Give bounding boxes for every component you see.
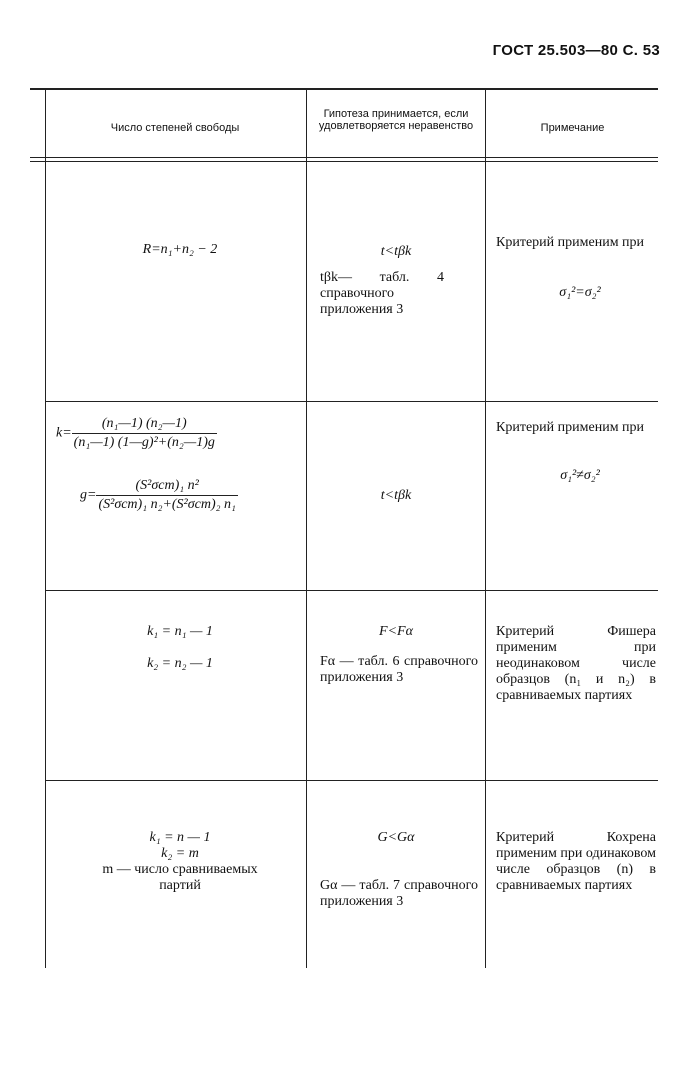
row4-dof-line2: k₂ = m: [161, 846, 199, 861]
row2-note: Критерий применим при: [496, 420, 645, 435]
row2-hypothesis: t<tβk: [380, 488, 412, 503]
row1-hypothesis-note: tβk— табл. 4 справочного приложения 3: [320, 270, 444, 317]
header-bottom-rule-2: [30, 161, 658, 162]
row3-hypothesis-note: Fα — табл. 6 справочного приложения 3: [320, 654, 478, 685]
row2-k-numerator: (n₁—1) (n₂—1): [72, 416, 217, 434]
row1-hypothesis: t<tβk: [380, 244, 412, 259]
row-divider-2: [45, 590, 658, 591]
row-divider-1: [45, 401, 658, 402]
row2-note-formula: σ₁²≠σ₂²: [560, 468, 600, 483]
header-bottom-rule-1: [30, 157, 658, 158]
row4-note: Критерий Кохрена применим при одинаковом числе образцов (n) в сравниваемых партиях: [496, 830, 657, 893]
row2-g-label: g=: [80, 487, 97, 503]
row2-g-denominator: (S²σcт)₁ n₂+(S²σcт)₂ n₁: [98, 497, 236, 512]
row2-k-fraction: [72, 416, 217, 451]
row-divider-3: [45, 780, 658, 781]
column-header-dof: Число степеней свободы: [110, 122, 240, 134]
row2-g-formula: [80, 478, 304, 513]
row4-hypothesis-note: Gα — табл. 7 справочного приложения 3: [320, 878, 478, 909]
row2-g-fraction: [96, 478, 237, 513]
row4-hypothesis: G<Gα: [377, 830, 415, 845]
row2-g-numerator: (S²σcт)₁ n²: [96, 478, 237, 496]
row3-note: Критерий Фишера применим при неодинаковом числе образцов (n₁ и n₂) в сравниваемых партиях: [496, 624, 656, 703]
row2-k-label: k=: [56, 425, 72, 441]
row3-dof-line1: k₁ = n₁ — 1: [147, 624, 213, 639]
row1-note-formula: σ₁²=σ₂²: [559, 285, 601, 300]
row1-dof: R=n₁+n₂ − 2: [142, 242, 218, 257]
row2-k-denominator: (n₁—1) (1—g)²+(n₂—1)g: [73, 435, 215, 450]
column-header-hypothesis: Гипотеза принимается, если удовлетворяется неравенство: [318, 108, 474, 132]
column-header-note: Примечание: [540, 122, 605, 134]
row4-dof-line3: m — число сравниваемых партий: [102, 862, 258, 893]
row3-hypothesis: F<Fα: [379, 624, 413, 639]
row3-dof-line2: k₂ = n₂ — 1: [147, 656, 213, 671]
table-left-rule: [45, 88, 46, 968]
col-divider-2: [485, 88, 486, 968]
col-divider-1: [306, 88, 307, 968]
row2-k-formula: [56, 416, 304, 451]
row1-note: Критерий применим при: [496, 235, 645, 250]
page-header: ГОСТ 25.503—80 С. 53: [492, 42, 660, 59]
row4-dof-line1: k₁ = n — 1: [149, 830, 211, 845]
table-top-rule: [30, 88, 658, 90]
